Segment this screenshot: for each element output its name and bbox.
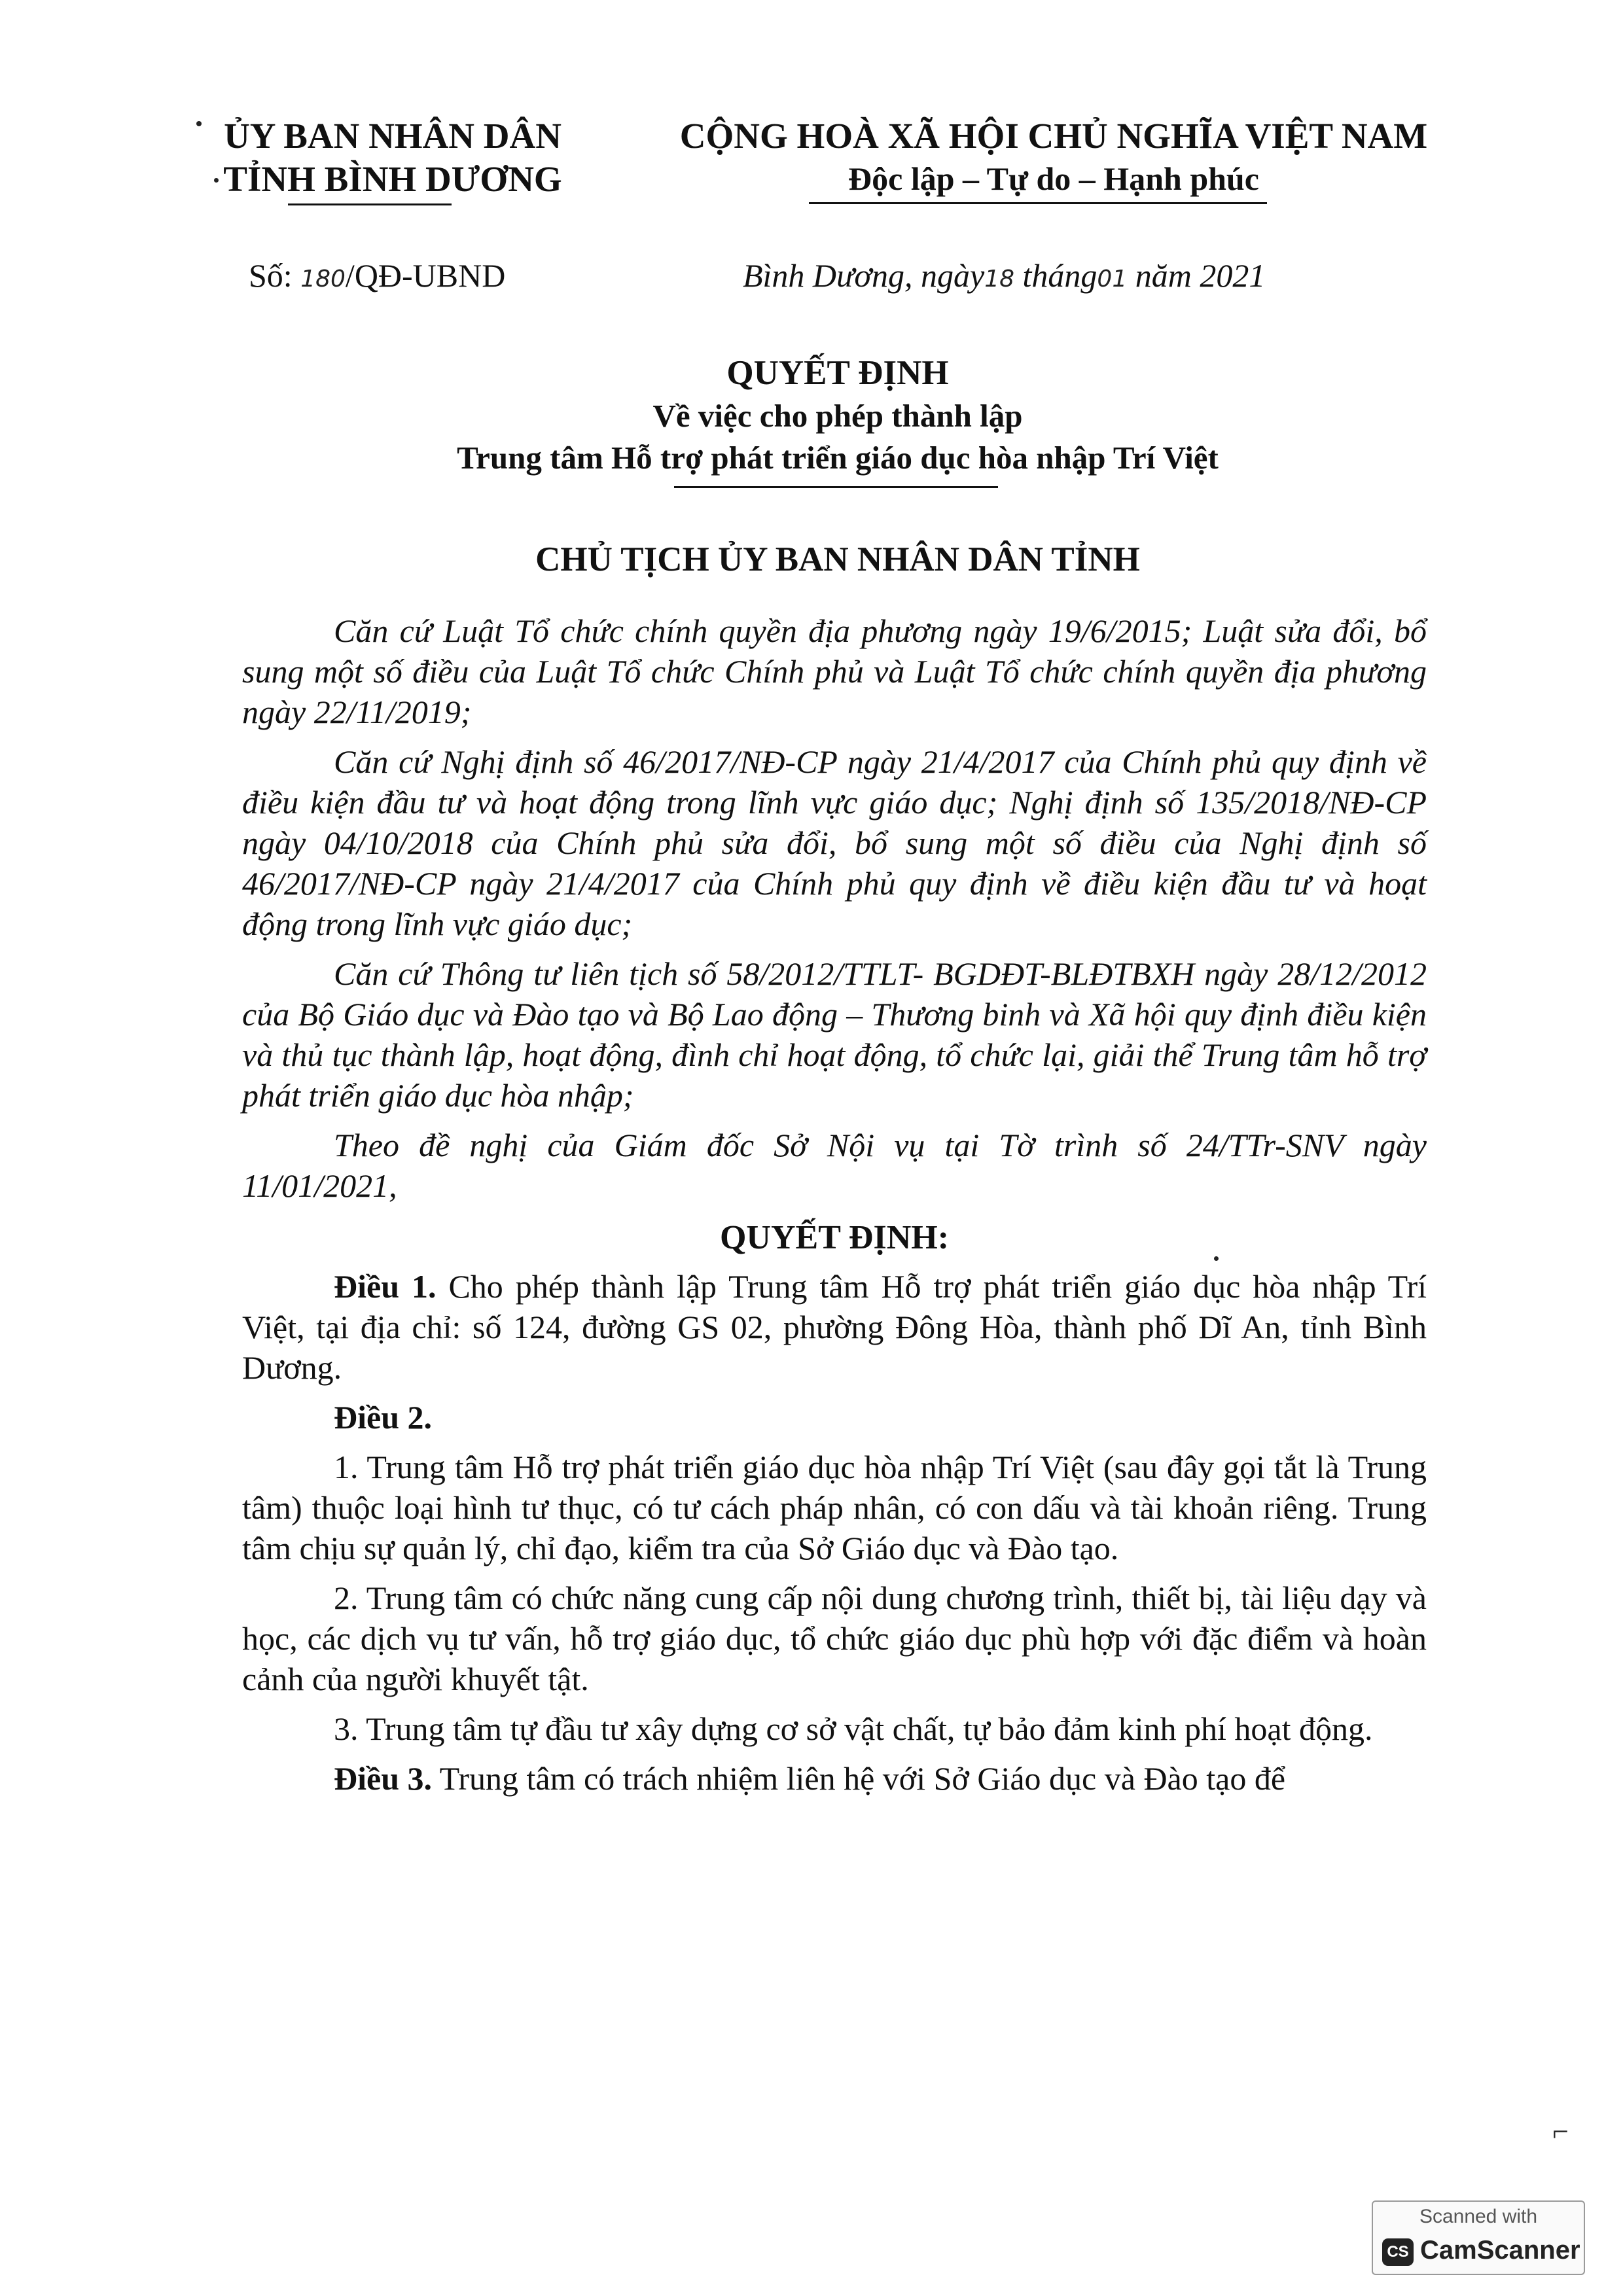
month-handwritten: 01 [1097, 266, 1128, 292]
decision-title: QUYẾT ĐỊNH [726, 354, 949, 392]
article-1 [242, 1266, 1427, 1388]
camscanner-name: CamScanner [1420, 2236, 1580, 2265]
number-suffix: /QĐ-UBND [345, 257, 506, 294]
article-2-item: 1. Trung tâm Hỗ trợ phát triển giáo dục hòa nhập Trí Việt (sau đây gọi tắt là Trung tâm) thuộc loại hình tư thục, có tư cách pháp nhân, có con dấu và tài khoản riêng. Trung tâm chịu sự quản lý, chỉ đạo, kiểm tra của Sở Giáo dục và Đào tạo. [242, 1449, 1427, 1566]
camscanner-badge [1372, 2200, 1585, 2275]
article-1-text: Cho phép thành lập Trung tâm Hỗ trợ phát triển giáo dục hòa nhập Trí Việt, tại địa chỉ: số 124, đường GS 02, phường Đông Hòa, thành phố Dĩ An, tỉnh Bình Dương. [242, 1268, 1427, 1386]
article-3-text: Trung tâm có trách nhiệm liên hệ với Sở Giáo dục và Đào tạo để [439, 1760, 1286, 1797]
scan-speck [214, 178, 219, 183]
document-number [249, 254, 505, 301]
camscanner-icon: CS [1382, 2238, 1414, 2266]
number-handwritten: 180 [300, 266, 346, 292]
article-2-label: Điều 2. [334, 1399, 432, 1436]
article-2-item: 3. Trung tâm tự đầu tư xây dựng cơ sở vật chất, tự bảo đảm kinh phí hoạt động. [334, 1710, 1373, 1747]
article-3 [242, 1758, 1427, 1799]
scan-speck [196, 121, 202, 126]
month-label: tháng [1022, 257, 1097, 294]
legal-basis: Căn cứ Thông tư liên tịch số 58/2012/TTLT- BGDĐT-BLĐTBXH ngày 28/12/2012 của Bộ Giáo dục và Đào tạo và Bộ Lao động – Thương binh và Xã hội quy định điều kiện và thủ tục thành lập, hoạt động, đình chỉ hoạt động, tổ chức lại, giải thể Trung tâm hỗ trợ phát triển giáo dục hòa nhập; [242, 955, 1427, 1114]
country-name: CỘNG HOÀ XÃ HỘI CHỦ NGHĨA VIỆT NAM [679, 116, 1428, 156]
issuer-name: ỦY BAN NHÂN DÂN [224, 116, 562, 156]
issuer-province: TỈNH BÌNH DƯƠNG [223, 159, 562, 199]
page-mark: ⌐ [1552, 2115, 1569, 2147]
legal-basis: Theo đề nghị của Giám đốc Sở Nội vụ tại Tờ trình số 24/TTr-SNV ngày 11/01/2021, [242, 1127, 1427, 1204]
national-motto: Độc lập – Tự do – Hạnh phúc [848, 160, 1259, 197]
legal-basis: Căn cứ Luật Tổ chức chính quyền địa phương ngày 19/6/2015; Luật sửa đổi, bổ sung một số điều của Luật Tổ chức Chính phủ và Luật Tổ chức chính quyền địa phương ngày 22/11/2019; [242, 612, 1427, 730]
legal-basis: Căn cứ Nghị định số 46/2017/NĐ-CP ngày 21/4/2017 của Chính phủ quy định về điều kiện đầu tư và hoạt động trong lĩnh vực giáo dục; Nghị định số 135/2018/NĐ-CP ngày 04/10/2018 của Chính phủ sửa đổi, bổ sung một số điều của Nghị định số 46/2017/NĐ-CP ngày 21/4/2017 của Chính phủ quy định về điều kiện đầu tư và hoạt động trong lĩnh vực giáo dục; [242, 743, 1427, 942]
day-handwritten: 18 [984, 266, 1015, 292]
scanned-with-label: Scanned with [1419, 2206, 1538, 2227]
issuer-underline [288, 203, 452, 205]
article-1-label: Điều 1. [334, 1268, 437, 1305]
decision-subject-line2: Trung tâm Hỗ trợ phát triển giáo dục hòa nhập Trí Việt [457, 440, 1219, 476]
article-2-item: 2. Trung tâm có chức năng cung cấp nội dung chương trình, thiết bị, tài liệu dạy và học, các dịch vụ tư vấn, hỗ trợ giáo dục, tổ chức giáo dục phù hợp với đặc điểm và hoàn cảnh của người khuyết tật. [242, 1580, 1427, 1697]
decision-subject-line1: Về việc cho phép thành lập [652, 398, 1023, 434]
article-3-label: Điều 3. [334, 1760, 432, 1797]
title-underline [674, 486, 998, 488]
date-prefix: Bình Dương, ngày [743, 257, 985, 294]
issue-date [743, 254, 1265, 301]
document-body [242, 610, 1427, 1808]
motto-underline [809, 202, 1267, 204]
number-label: Số: [249, 257, 293, 294]
authority-heading: CHỦ TỊCH ỦY BAN NHÂN DÂN TỈNH [535, 540, 1140, 578]
decision-heading: QUYẾT ĐỊNH: [719, 1219, 950, 1256]
year-text: năm 2021 [1135, 257, 1266, 294]
